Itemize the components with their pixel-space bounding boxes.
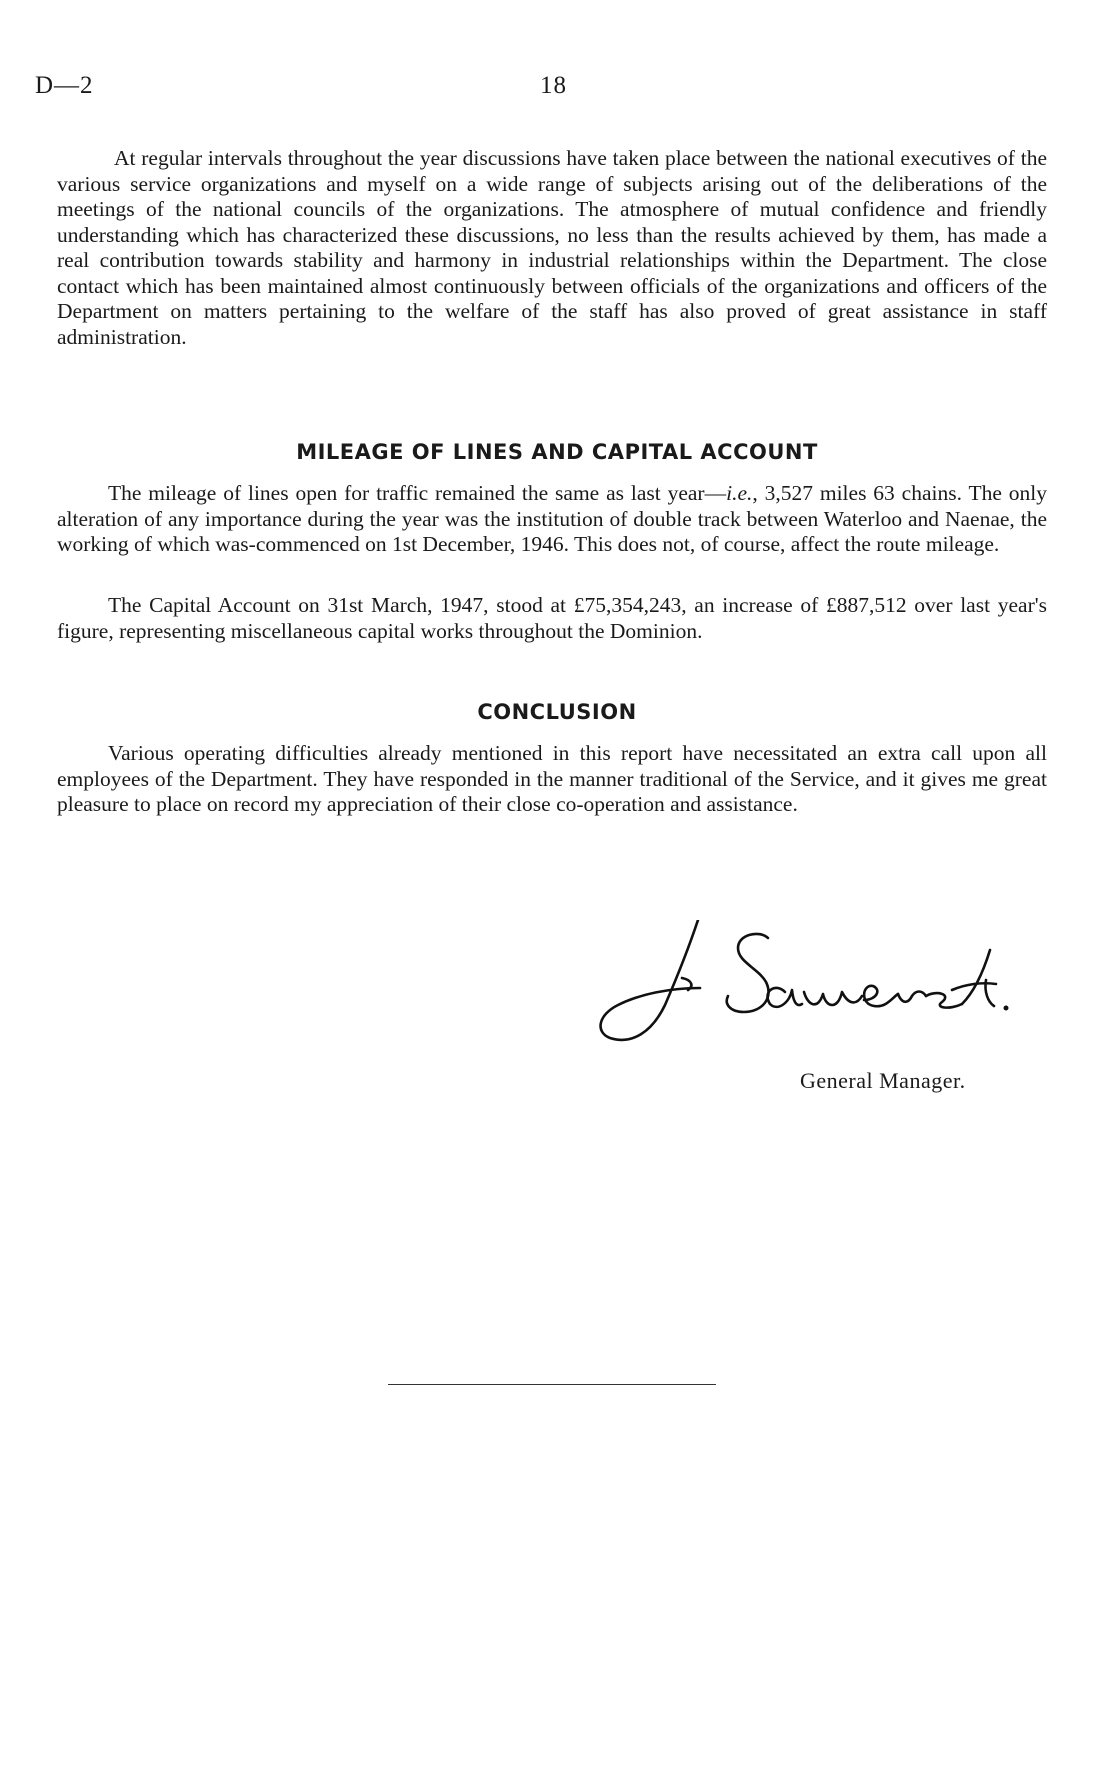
paragraph-conclusion: Various operating difficulties already mentioned in this report have necessitated an extra call upon all employees of the Department. They have responded in the manner traditional of the Service, and it gives me great pleasure to place on record my appreciation of their close co-operation and assistance. (57, 741, 1047, 816)
document-reference: D—2 (35, 72, 94, 99)
paragraph-mileage (57, 481, 1047, 558)
paragraph-capital-account: The Capital Account on 31st March, 1947, stood at £75,354,243, an increase of £887,512 over last year's figure, representing miscellaneous capital works throughout the Dominion. (57, 593, 1047, 643)
paragraph-staff-relations: At regular intervals throughout the year discussions have taken place between the national executives of the various service organizations and myself on a wide range of subjects arising out of the deliberations of the meetings of the national councils of the organizations. The atmosphere of mutual confidence and friendly understanding which has characterized these discussions, no less than the results achieved by them, has made a real contribution towards stability and harmony in industrial relationships within the Department. The close contact which has been maintained almost continuously between officials of the organizations and officers of the Department on matters pertaining to the welfare of the staff has also proved of great assistance in staff administration. (57, 146, 1047, 349)
signatory-title: General Manager. (800, 1068, 966, 1093)
page-number: 18 (540, 72, 567, 99)
mileage-text-start: The mileage of lines open for traffic remained the same as last year— (108, 481, 727, 505)
heading-conclusion: CONCLUSION (477, 700, 637, 724)
heading-mileage-capital: MILEAGE OF LINES AND CAPITAL ACCOUNT (296, 440, 818, 464)
mileage-text-italic: i.e. (726, 481, 753, 505)
signature-image (590, 920, 1040, 1060)
mileage-text-end: , 3,527 miles 63 chains. The only alteration of any importance during the year was the institution of double track between Waterloo and Naenae, the working of which was-commenced on 1st December, 1946. This does not, of course, affect the route mileage. (57, 481, 1047, 556)
end-rule (388, 1384, 716, 1385)
